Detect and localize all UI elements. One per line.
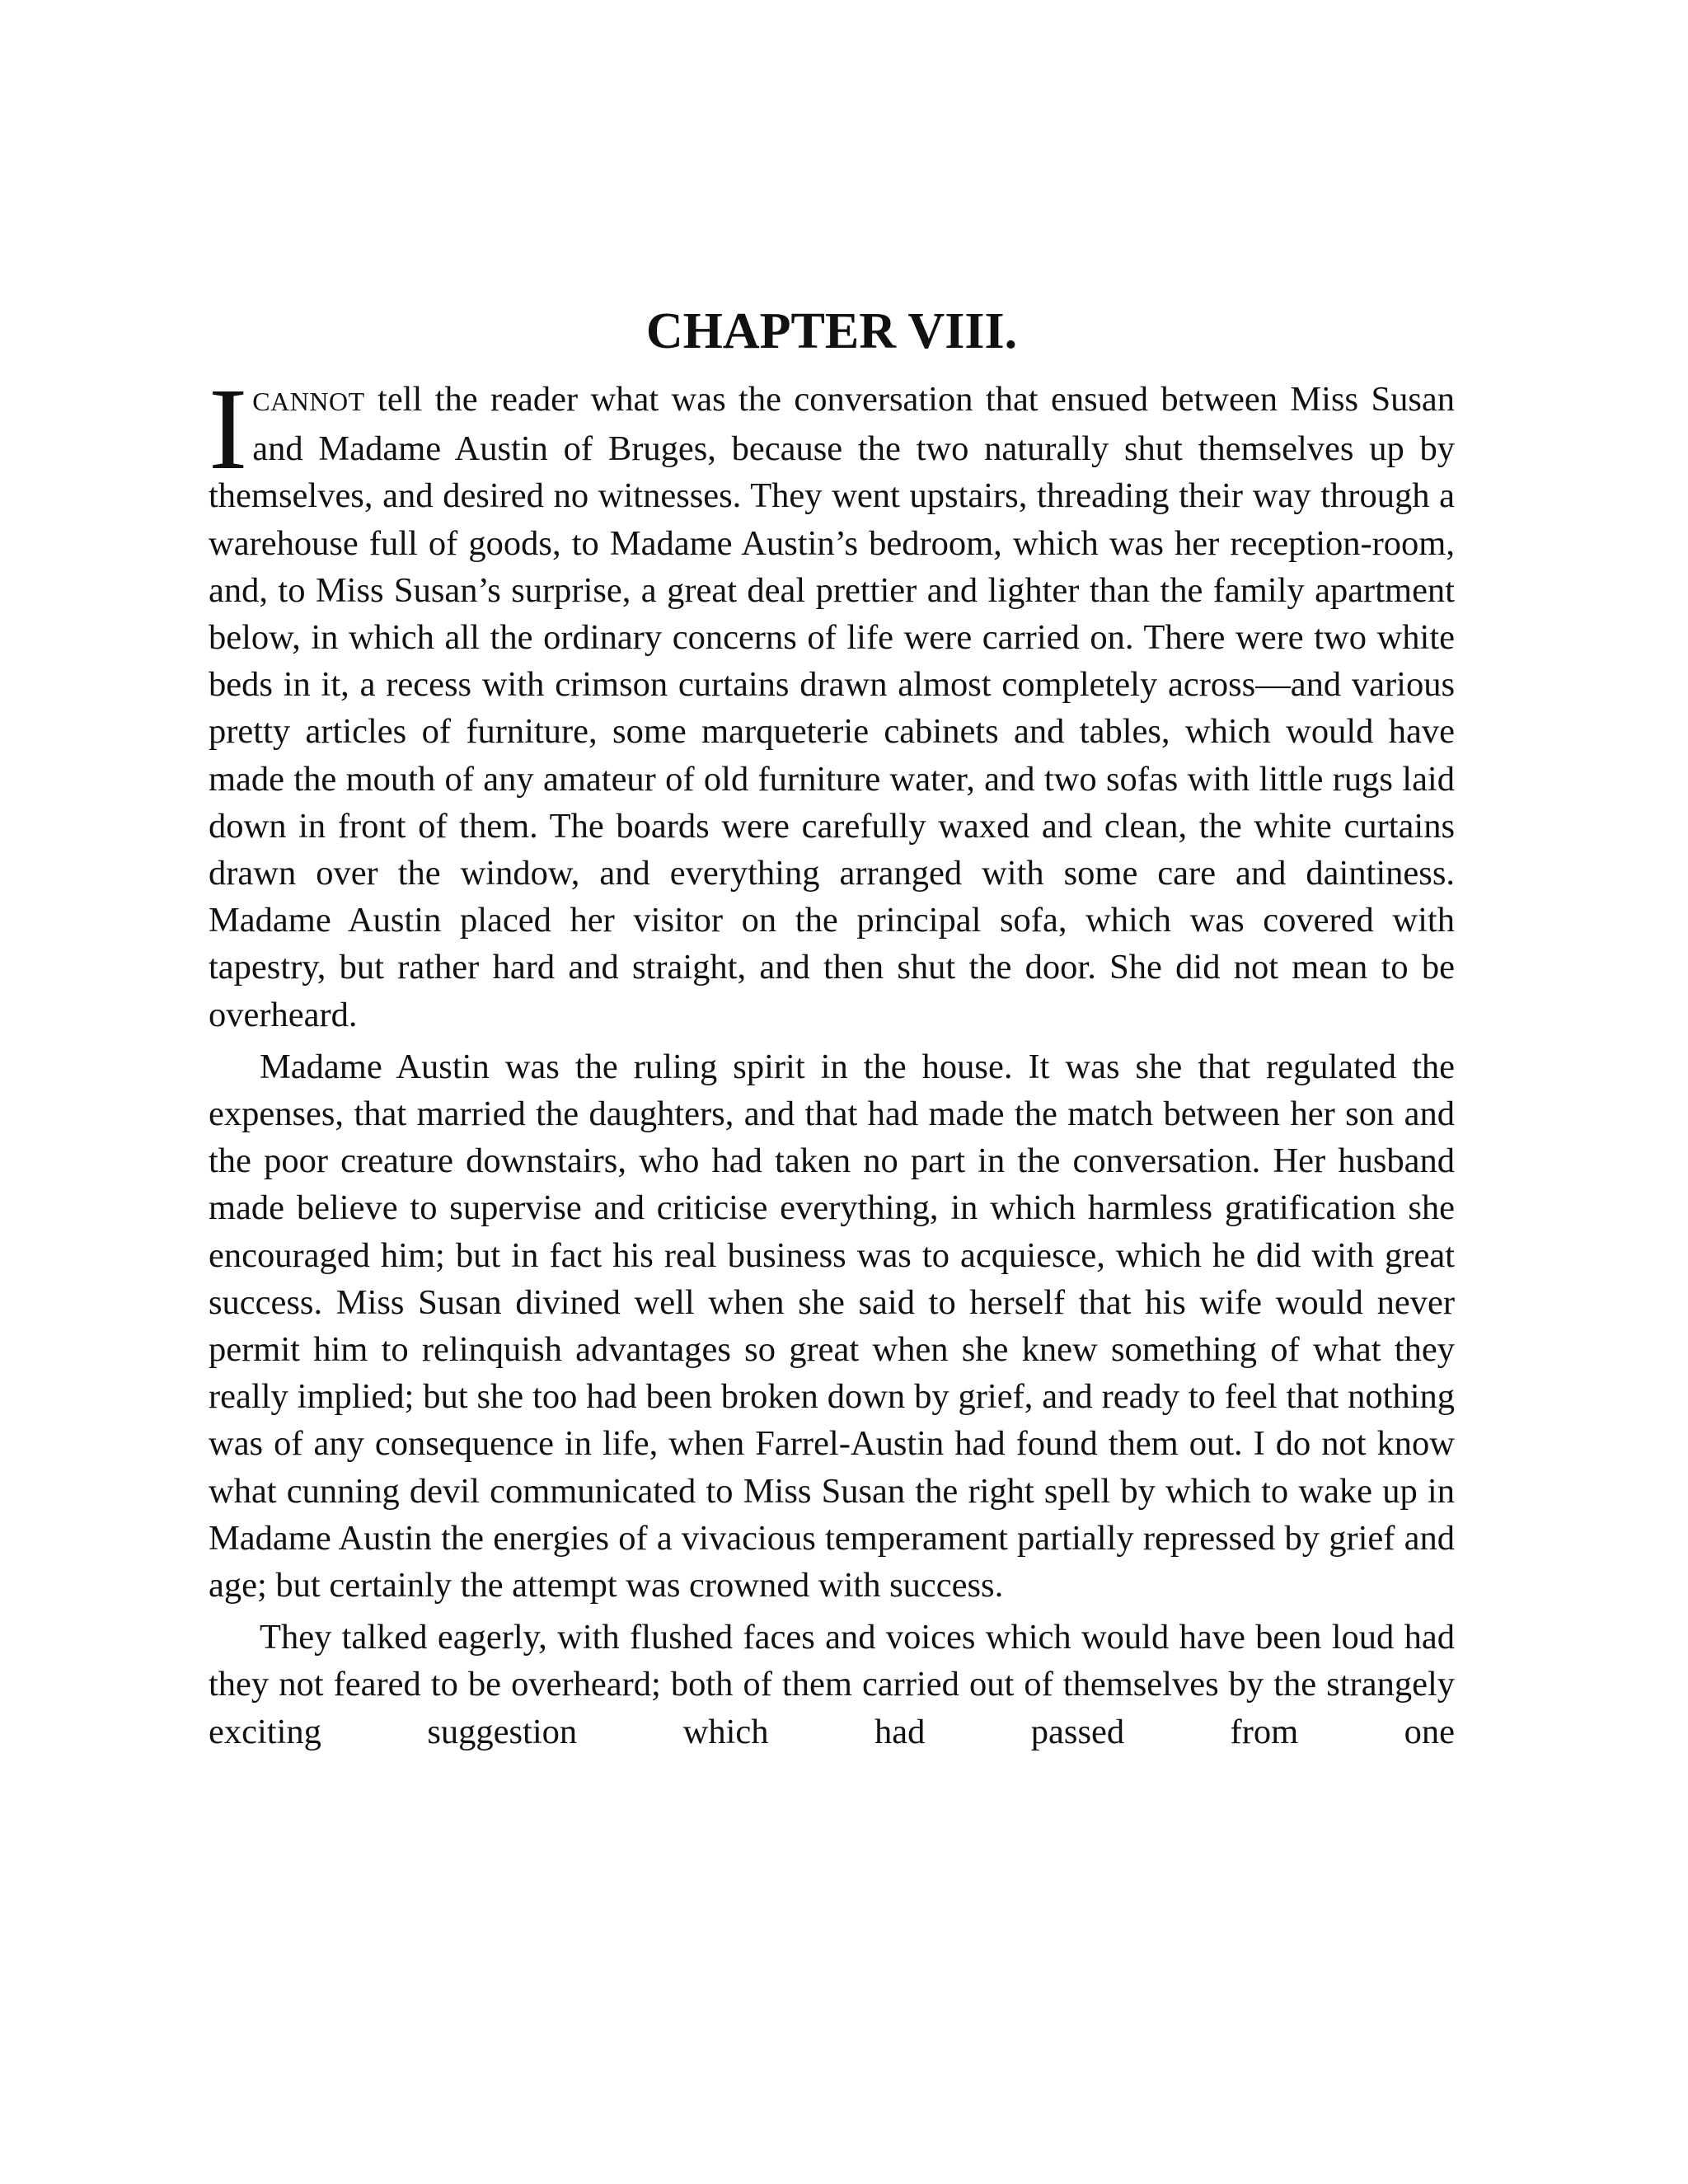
paragraph-1 [209, 363, 1455, 1038]
paragraph-2: Madame Austin was the ruling spirit in the house. It was she that regulated the expenses, that married the daughters, and that had made the match between her son and the poor creature downstairs, who had taken no part in the conversation. Her husband made believe to supervise and criticise everything, in which harmless gratification she encouraged him; but in fact his real business was to acquiesce, which he did with great success. Miss Susan divined well when she said to herself that his wife would never permit him to relinquish advantages so great when she knew something of what they really implied; but she too had been broken down by grief, and ready to feel that nothing was of any consequence in life, when Farrel-Austin had found them out. I do not know what cunning devil communicated to Miss Susan the right spell by which to wake up in Madame Austin the energies of a vivacious temperament partially repressed by grief and age; but certainly the attempt was crowned with success. [209, 1047, 1455, 1605]
chapter-title: CHAPTER VIII. [645, 303, 1018, 359]
drop-cap: I [209, 363, 248, 494]
book-page [209, 298, 1455, 1755]
paragraph-1-text: tell the reader what was the conversation that ensued between Miss Susan and Madame Austin of Bruges, because the two naturally shut themselves up by themselves, and desired no witnesses. They went upstairs, threading their way through a warehouse full of goods, to Madame Austin’s bedroom, which was her reception-room, and, to Miss Susan’s surprise, a great deal prettier and lighter than the family apartment below, in which all the ordinary concerns of life were carried on. There were two white beds in it, a recess with crimson curtains drawn almost completely across—and various pretty articles of furniture, some marqueterie cabinets and tables, which would have made the mouth of any amateur of old furniture water, and two sofas with little rugs laid down in front of them. The boards were carefully waxed and clean, the white curtains drawn over the window, and everything arranged with some care and daintiness. Madame Austin placed her visitor on the principal sofa, which was covered with tapestry, but rather hard and straight, and then shut the door. She did not mean to be overheard. [209, 380, 1455, 1034]
opening-smallcaps: CANNOT [252, 387, 365, 416]
paragraph-3: They talked eagerly, with flushed faces and voices which would have been loud had they not feared to be overheard; both of them carried out of themselves by the strangely exciting suggestion which had passed from one [209, 1618, 1455, 1751]
